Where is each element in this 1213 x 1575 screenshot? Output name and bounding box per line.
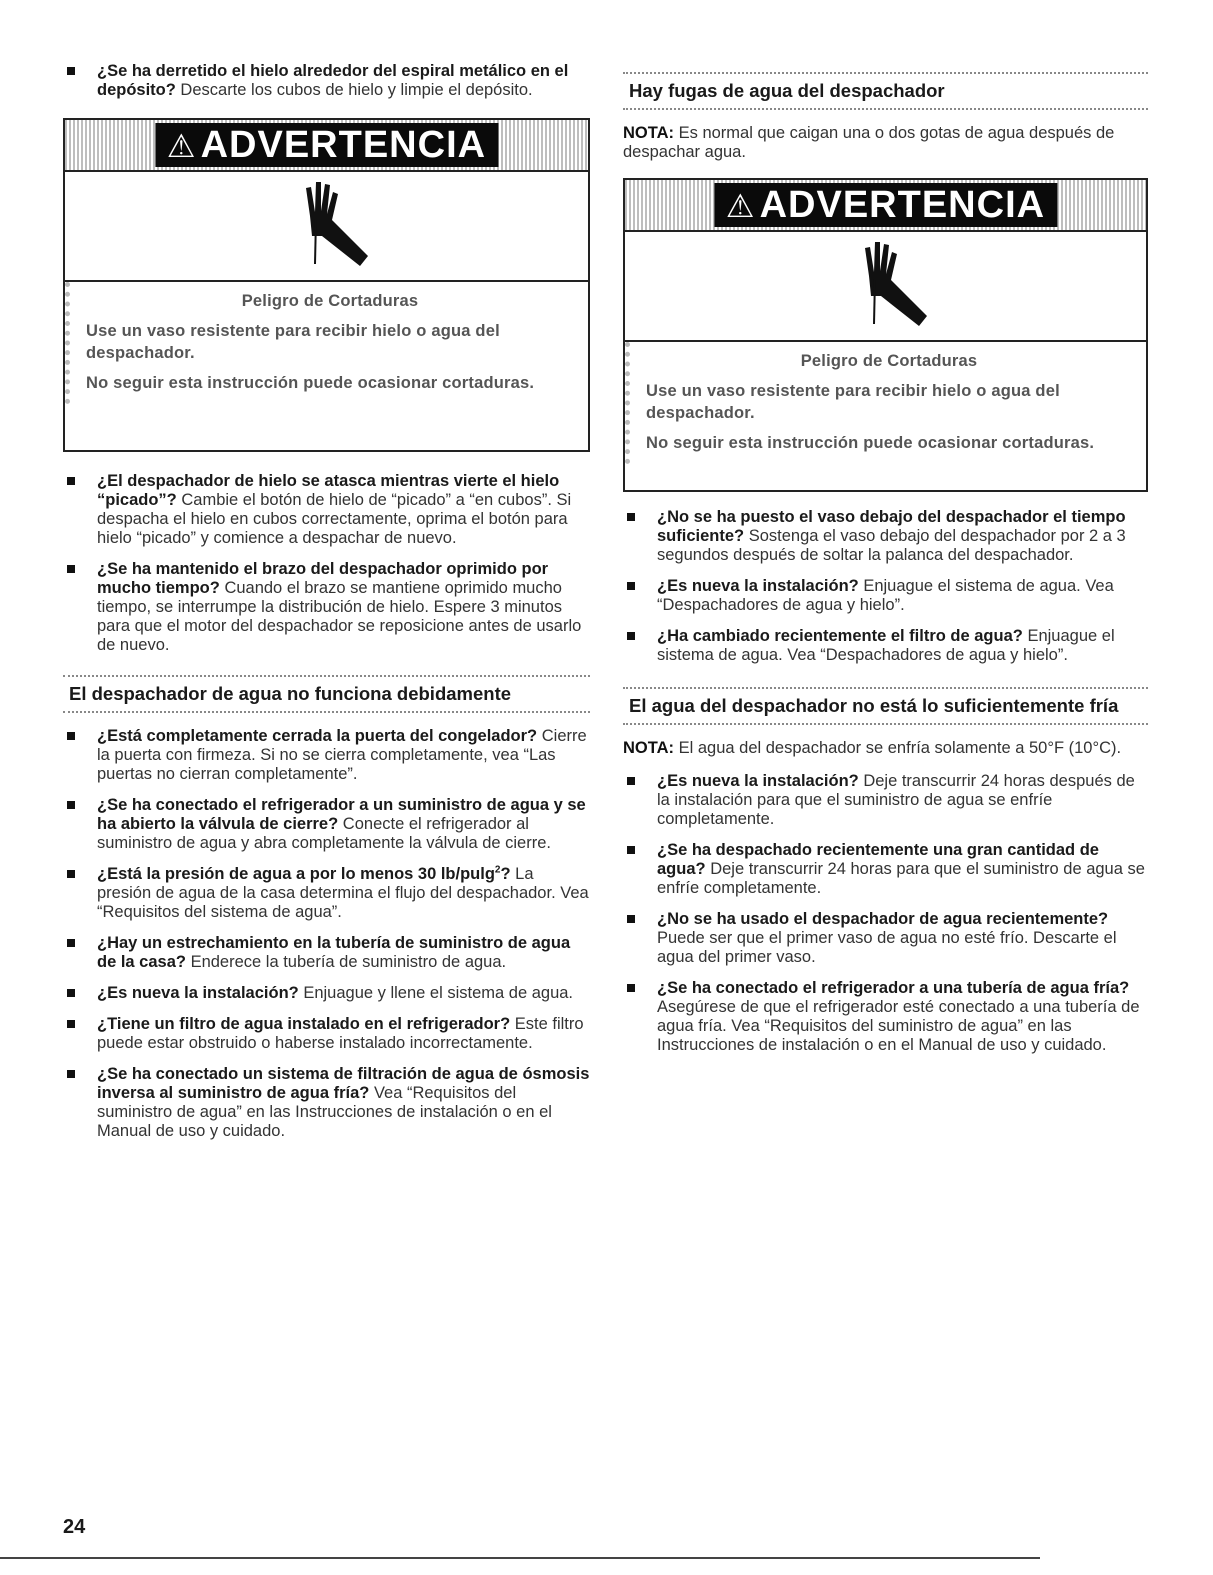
- note-label: NOTA:: [623, 124, 675, 142]
- list-item: [63, 560, 590, 655]
- list-item: [63, 472, 590, 548]
- warning-title: ⚠ ADVERTENCIA: [155, 123, 498, 167]
- item-question: ¿No se ha usado el despachador de agua recientemente?: [657, 910, 1109, 928]
- warning-title: ⚠ ADVERTENCIA: [714, 183, 1057, 227]
- item-answer: Enjuague el sistema de agua. Vea “Despachadores de agua y hielo”.: [657, 577, 1114, 614]
- list-item: [63, 1065, 590, 1141]
- bullet-icon: [67, 1020, 75, 1028]
- bullet-icon: [67, 565, 75, 573]
- warning-triangle-icon: ⚠: [725, 188, 756, 224]
- bullet-icon: [627, 846, 635, 854]
- section-title: El despachador de agua no funciona debidamente: [63, 675, 590, 713]
- item-answer: Deje transcurrir 24 horas después de la instalación para que el suministro de agua se enfríe completamente.: [657, 772, 1135, 828]
- item-answer: Deje transcurrir 24 horas para que el suministro de agua se enfríe completamente.: [657, 860, 1145, 897]
- note-text: Es normal que caigan una o dos gotas de agua después de despachar agua.: [623, 124, 1115, 161]
- item-question: ¿Se ha conectado el refrigerador a una tubería de agua fría?: [657, 979, 1130, 997]
- item-question: ¿Se ha mantenido el brazo del despachador oprimido por mucho tiempo?: [97, 560, 549, 597]
- warning-body: [65, 282, 588, 404]
- item-answer: Descarte los cubos de hielo y limpie el depósito.: [180, 81, 533, 99]
- hazard-title: Peligro de Cortaduras: [800, 352, 978, 370]
- item-question: ¿No se ha puesto el vaso debajo del despachador el tiempo suficiente?: [657, 508, 1126, 545]
- warning-body: [625, 342, 1146, 464]
- item-question: ¿El despachador de hielo se atasca mientras vierte el hielo “picado”?: [97, 472, 560, 509]
- item-answer: Este filtro puede estar obstruido o haberse instalado incorrectamente.: [97, 1015, 584, 1052]
- bullet-icon: [627, 632, 635, 640]
- warning-triangle-icon: ⚠: [166, 128, 197, 164]
- list-item: [623, 841, 1148, 898]
- item-answer: Conecte el refrigerador al suministro de agua y abra completamente la válvula de cierre.: [97, 815, 551, 852]
- item-answer: Enjuague y llene el sistema de agua.: [303, 984, 574, 1002]
- list-item: [623, 979, 1148, 1055]
- list-item: [623, 772, 1148, 829]
- bullet-icon: [627, 777, 635, 785]
- item-answer: Cierre la puerta con firmeza. Si no se cierra completamente, vea “Las puertas no cierran completamente”.: [97, 727, 587, 783]
- item-question: ¿Es nueva la instalación?: [657, 577, 859, 595]
- hazard-title: Peligro de Cortaduras: [241, 292, 419, 310]
- warning-line-1: Use un vaso resistente para recibir hielo o agua del despachador.: [86, 322, 500, 362]
- item-answer: Puede ser que el primer vaso de agua no esté frío. Descarte el agua del primer vaso.: [657, 929, 1117, 966]
- note-label: NOTA:: [623, 739, 675, 757]
- item-question: ¿Se ha derretido el hielo alrededor del espiral metálico en el depósito?: [97, 62, 569, 99]
- section-title: Hay fugas de agua del despachador: [623, 72, 1148, 110]
- bullet-icon: [67, 477, 75, 485]
- item-answer: Enjuague el sistema de agua. Vea “Despachadores de agua y hielo”.: [657, 627, 1115, 664]
- bullet-icon: [67, 67, 75, 75]
- page-number: 24: [63, 1516, 86, 1538]
- bullet-icon: [67, 1070, 75, 1078]
- item-question: ¿Es nueva la instalación?: [657, 772, 859, 790]
- warning-header: [625, 180, 1146, 232]
- item-question: ¿Es nueva la instalación?: [97, 984, 299, 1002]
- list-item: [63, 62, 590, 100]
- list-item: [63, 727, 590, 784]
- warning-header: [65, 120, 588, 172]
- list-item: [623, 577, 1148, 615]
- note: [623, 739, 1148, 758]
- item-question: ¿Está la presión de agua a por lo menos 30 lb/pulg$^2$?: [97, 864, 511, 883]
- list-item: [63, 984, 590, 1003]
- cut-hazard-hand-icon: [65, 172, 588, 282]
- note: [623, 124, 1148, 162]
- bullet-icon: [67, 801, 75, 809]
- item-answer: Asegúrese de que el refrigerador esté conectado a una tubería de agua fría. Vea “Requisitos del suministro de agua” en las Instrucciones de instalación o en el Manual de uso y cuidado.: [657, 998, 1140, 1054]
- item-answer: Vea “Requisitos del suministro de agua” en las Instrucciones de instalación o en el Manual de uso y cuidado.: [97, 1084, 552, 1140]
- item-question: ¿Está completamente cerrada la puerta del congelador?: [97, 727, 538, 745]
- left-column: [63, 62, 590, 1153]
- bullet-icon: [627, 582, 635, 590]
- bullet-icon: [67, 870, 75, 878]
- list-item: [63, 934, 590, 972]
- item-question: ¿Se ha conectado un sistema de filtración de agua de ósmosis inversa al suministro de agua fría?: [97, 1065, 590, 1102]
- bullet-icon: [627, 513, 635, 521]
- list-item: [623, 508, 1148, 565]
- item-question: ¿Se ha despachado recientemente una gran cantidad de agua?: [657, 841, 1099, 878]
- list-item: [63, 865, 590, 922]
- bullet-icon: [67, 732, 75, 740]
- list-item: [63, 1015, 590, 1053]
- section-title: El agua del despachador no está lo suficientemente fría: [623, 687, 1148, 725]
- bullet-icon: [627, 984, 635, 992]
- footer-rule: [0, 1557, 1040, 1559]
- item-question: ¿Se ha conectado el refrigerador a un suministro de agua y se ha abierto la válvula de cierre?: [97, 796, 586, 833]
- item-answer: La presión de agua de la casa determina el flujo del despachador. Vea “Requisitos del sistema de agua”.: [97, 865, 589, 921]
- warning-line-2: No seguir esta instrucción puede ocasionar cortaduras.: [86, 374, 535, 392]
- list-item: [623, 910, 1148, 967]
- item-answer: Sostenga el vaso debajo del despachador por 2 a 3 segundos después de soltar la palanca del despachador.: [657, 527, 1126, 564]
- warning-line-2: No seguir esta instrucción puede ocasionar cortaduras.: [646, 434, 1095, 452]
- item-answer: Cambie el botón de hielo de “picado” a “en cubos”. Si despacha el hielo en cubos correctamente, oprima el botón para hielo “picado” y comience a despachar de nuevo.: [97, 491, 572, 547]
- list-item: [63, 796, 590, 853]
- bullet-icon: [67, 939, 75, 947]
- right-column: [623, 72, 1148, 1067]
- warning-box: [623, 178, 1148, 492]
- item-question: ¿Tiene un filtro de agua instalado en el refrigerador?: [97, 1015, 511, 1033]
- list-item: [623, 627, 1148, 665]
- warning-box: [63, 118, 590, 452]
- bullet-icon: [627, 915, 635, 923]
- item-question: ¿Hay un estrechamiento en la tubería de suministro de agua de la casa?: [97, 934, 571, 971]
- cut-hazard-hand-icon: [625, 232, 1146, 342]
- item-answer: Enderece la tubería de suministro de agua.: [190, 953, 507, 971]
- warning-line-1: Use un vaso resistente para recibir hielo o agua del despachador.: [646, 382, 1060, 422]
- item-answer: Cuando el brazo se mantiene oprimido mucho tiempo, se interrumpe la distribución de hielo. Espere 3 minutos para que el motor del despachador se reposicione antes de usarlo de nuevo.: [97, 579, 582, 654]
- bullet-icon: [67, 989, 75, 997]
- item-question: ¿Ha cambiado recientemente el filtro de agua?: [657, 627, 1023, 645]
- note-text: El agua del despachador se enfría solamente a 50°F (10°C).: [678, 739, 1122, 757]
